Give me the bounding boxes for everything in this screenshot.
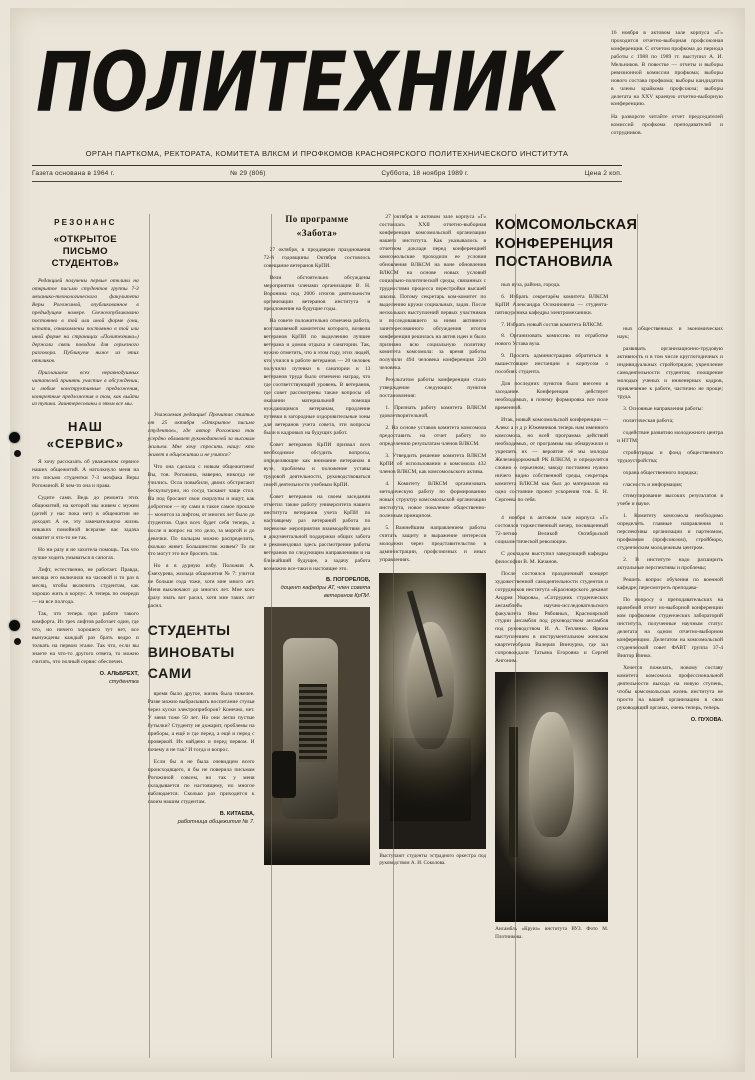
- col5-photo-para-1: 4 ноября в актовом зале корпуса «Г» состоялся торжественный вечер, посвященный 72-летию Великой Октябрьской социалистической революции.: [495, 514, 609, 545]
- col5-photo-para-2: С докладом выступил заведующий кафедры философии В. М. Качанов.: [495, 550, 609, 565]
- column-1: [32, 214, 139, 1058]
- col3-signature-name: В. ПОГОРЕЛОВ,: [326, 577, 371, 584]
- photo-caption-2: Ансамбль «Круиз» института ВУЗ. Фото М. Плотникова.: [495, 926, 609, 940]
- punch-hole-3: [9, 620, 20, 631]
- col1-para-4: Лифт, естественно, не работает. Правда, месяца его включили на часовой и то раз в месяц, чтобы включить студентам, как хорошо жить в корпус. А теперь по очереди — на все полгода.: [32, 567, 139, 605]
- column-rule-5: [637, 214, 638, 1058]
- col6-sub-6: охрана общественного порядка;: [623, 469, 698, 476]
- issue-number: № 29 (806): [230, 170, 266, 177]
- col6-body2-2: Решить вопрос обучения по военной кафедре; пересмотреть преподава-: [617, 577, 723, 592]
- column-2: [148, 214, 255, 1058]
- col5-item-8: 8. Организовать комиссию по отработке нового Устава вуза.: [495, 333, 609, 348]
- col6-sub-0: ных общественных и экономических наук;: [617, 326, 723, 340]
- col4-item-3: 3. Утвердить решение комитета ВЛКСМ КрПИ об использовании и комсомола 432 членов ВЛКСМ, как комсомольского актива.: [379, 453, 487, 476]
- col2-students-para-1: время было другое, жизнь была тяжелее. Разве можно выбрасывать воспитание стулья через куски электроприборов? Конечно, нет. У меня тоже 50 лет. Но они легли пустые бутылки? Студенту не дожарит, проблемы на приборы, а ещё и где перед, а ещё и перед с проверкой. Их найдено и перед первом. И почему я не так? И тогда и вопрос.: [147, 691, 255, 753]
- col3-signature-role: доцент кафедры АТ, член совета ветеранов КрПИ.: [280, 585, 371, 600]
- photo-guitar-player: [379, 573, 486, 849]
- main-content: [32, 214, 723, 1058]
- col5-photo-para-3: После состоялся праздничный концерт художественной самодеятельности студентов и сотрудников института «Красноярского деканат Андрея Уварова», «Сотрудник студенческих ансамблей» научно-исследовательского факультета Яны Рябовных, Красноярской студии ансамбля под руководством ансамбля под руководством И. А. Теплянко. Ярким выступлением в инструментальном женском квартетеобраза Валерия Винчурна, где зал сопровождали Татьяна Егоровна и Сергей Ангоним.: [495, 570, 609, 665]
- top-right-news: [611, 30, 723, 143]
- col6-sub-2: 3. Основные направления работы:: [623, 405, 704, 412]
- col6-signature: [617, 717, 723, 725]
- column-rule-2: [271, 214, 272, 1058]
- headline-students-line2: ВИНОВАТЫ: [147, 643, 235, 660]
- masthead-subtitle: ОРГАН ПАРТКОМА, РЕКТОРАТА, КОМИТЕТА ВЛКСМ И ПРОФКОМОВ КРАСНОЯРСКОГО ПОЛИТЕХНИЧЕСКОГО ИНСТИТУТА: [85, 149, 569, 158]
- issue-price: Цена 2 коп.: [584, 170, 622, 177]
- col1-para-5: Так, что теперь при работе такого комфорта. Из трех лифтов работает один, где что, но ничего хорошего тут нет, все вынуждены каждый раз брать ведро и толкать на первом этаже. Так что, если вы знаете на что-то другого ответа, то можно считать, что полный сервис обеспечен.: [32, 610, 139, 665]
- paper-sheet: [10, 8, 745, 1072]
- col1-lead: Редакцией получены первые отклики на открытое письмо студентов группы 7-3 механико-технологического факультета Веры Рогожиной, опубликованное в предыдущем номере. Свежеопубликовано постоянно в той или иной форме (они, кстати, ознакомлены постоянно в той или иной форме на страницах «Политехника») держали связь поводом для серьезного разговора. Публикуем ниже из этих откликов.: [32, 277, 139, 364]
- col6-sub-5: стройотряды и фонд общественного трудоустройства;: [617, 449, 723, 464]
- col3-signature: [264, 577, 371, 600]
- col1-para-1: Я хочу рассказать об уважаемом сервисе наших общежитий. А натолкнуло меня на это письмо студентки 7-3 мехфака Веры Рогожиной. В чем-то она и права.: [32, 459, 139, 490]
- top-right-para-2: На развороте читайте отчет председателей комиссий профкома преподавателей и сотрудников.: [611, 114, 723, 137]
- col6-sub-7: гласность и информация;: [623, 481, 683, 488]
- col2-editor-note: Уважаемая редакция! Прочитав статью от 25 октября «Открытое письмо студентов», где автор Рогожина так усердно обливает руководителей за высоким жильем. Мне хочу спросить нашу: кто живет в общежитии и не учится?: [147, 412, 255, 458]
- punch-hole-2: [14, 450, 21, 457]
- col3-para-2: Вели обстоятельно обсуждены мероприятия членами организации В. Н. Воронина под 2006 итогов деятельности организации ветеранов института и предложения на будущие годы.: [263, 274, 371, 313]
- column-rule-1: [149, 214, 150, 1058]
- col1-para-3: Но ни разу я не захотела помощь. Так что лучше ходить умываться в сапогах.: [32, 547, 139, 562]
- top-right-para-1: 16 ноября в актовом зале корпуса «Г» проходится отчетно-выборная профсоюзная конференция. С отчетом профкома до периода работы с 1988 по 1989 гг. выступил А. И. Мельников. В повестке — отчеты и выборы ревизионной комиссии профкома; выборы нового состава профкома; выборы кандидатов в члены крайкома профсоюза; выборы делегата на XXV краевую отчетно-выборную конференцию.: [611, 30, 723, 108]
- col2-signature: [148, 811, 255, 827]
- col1-signature-name: О. АЛЬБРЕХТ,: [99, 670, 139, 677]
- issue-date: Суббота, 18 ноября 1989 г.: [381, 170, 469, 177]
- column-rule-4: [515, 214, 516, 1058]
- col4-para-2: Результатом работы конференции стало утверждение следующих пунктов постановления:: [379, 377, 487, 400]
- col4-item-1: 1. Признать работу комитета ВЛКСМ удовлетворительной.: [379, 405, 487, 420]
- col4-item-2: 2. На основе уставов комитета комсомола предоставить на отчет работу по определению результатам членов ВЛКСМ.: [379, 425, 487, 448]
- headline-students-line3: САМИ: [147, 664, 192, 681]
- headline-komsomol-conference: КОМСОМОЛЬСКАЯ КОНФЕРЕНЦИЯ ПОСТАНОВИЛА: [495, 217, 638, 271]
- col5-para-6: Итак, новый комсомольской конференции — Алекс а н д р Южевников теперь нам именного комсомола, но всей программа действий необходимых, от программы мы обнаружили и укрепить их — вероятие её мы молоды Железнодорожный РК ВЛКСМ, и определится словно о серьезном; заводу постоянно нужно ничего видно собственной среды, секретарь комитета ВЛКСМ как был до материалов на одно состояние проект ускорения тов. Б. Н. Сергеева по себя.: [495, 417, 609, 503]
- col2-signature-role: работница общежития № 7.: [177, 818, 255, 825]
- col5-item-6: 6. Избрать секретарём комитета ВЛКСМ КрПИ Александра Осокиновича — студента-пятикурсника кафедры электромеханики.: [495, 293, 609, 316]
- col3-para-5: Совет ветеранов на своем заседании отметил также работу университета нашего института ветеранов учета КрПИ по настоящему раз ветераний работа по перевозке мероприятия взаимодействия дел в документальной поддержки общих забота и рекомендовал здесь рассмотрение работы ветеранов по следующим направлениям и на ближайший будущее, а задачу работа возможно все-таки в настоящее это.: [263, 493, 371, 572]
- col3-para-1: 27 октября, в преддверии празднования 72-й годовщины Октября состоялось совещание ветеранов КрПИ.: [263, 246, 371, 269]
- masthead-rule-top: [32, 165, 622, 166]
- col3-para-3: На совете положительно отмечена работа, возглавляемой комитетом которого, возвели ветеранов КрПИ по выделению лучшее ветерана и домов отдыха и санатории. Так, нужно отметить, что в этом году, этих людей, кто учился в работе ветеранов — 20 человек получили путевки в санатории и 13 ветеранов труда было отмечено наград, что где соответствующий уровень. В ветеранов, где совет рассмотрены также вопросы об оказании материальной помощи нуждающимся ветеранам, продление путевки в загородные оздоровительные зоны для ветеранов учета совета, эти вопросы были в кадровых на будущих работ.: [263, 318, 371, 436]
- col4-para-1: 27 октября в актовом зале корпуса «Г» состоялась XXII отчетно-выборная конференция комсомольской организации нашего института. Как указывалось в отчетном докладе перед конференцией комсомольские проходили ее условия обновления ВЛКСМ на воне обновления ВЛКСМ на основе новых условий социально-политической среды, связанных с трудностями процесса перестройки высшей школы. Потому секретарь ком-комитет по выделению кружи социальных, задач. После нескольких выступлений первых участников и последовавшего за ними активного заинтересованного обсуждения итогов конференция решилась на актив идеи и было признано всю социальную политику комитета комсомола: за время работы получили 494 человека конференция 220 человека.: [379, 214, 487, 372]
- newspaper-title: ПОЛИТЕХНИК: [36, 34, 561, 130]
- masthead-rule-bottom: [32, 181, 622, 182]
- column-3: [264, 214, 371, 1058]
- col2-para-1: Что она сделала с новым общежитием! Вы, тов. Рогожина, наверно, никогда не учились. Осла повыбили, двоих обстригают бескультурно, но сосуд таскают чаще стол. На под бросают свои скорлупы и ищут, как добротное — ну сами в такое самое прошло — мочится за лифтом, от многих лет было до студентов. Одел всех будет себя теперь, а после и вопрос на это дело, за моргой и до девочки. По пальцам можно распределить, сколько живет. Большинство живем? То ли что могут это все бросить так.: [147, 463, 255, 558]
- photo-ensemble: [495, 672, 608, 922]
- column-6: [617, 214, 723, 1058]
- col6-sub-3: политическая работа;: [623, 417, 674, 424]
- col5-item-7: 7. Избрать новый состав комитета ВЛКСМ.: [501, 321, 604, 328]
- col6-sub-1: развивать организационно-трудовую активность и в том числе круглогодичных и индивидуальных стройотрядов; укрепление самодеятельности студентов; поощрение молодых ученых и инженерных кадров, привлечение к работе, частично не проще; труда.: [617, 345, 723, 400]
- col5-item-9: 9. Просить администрацию обратиться в вышестоящие инстанции о корпусом о пособиях студента.: [495, 353, 609, 376]
- col6-sub-8: стимулирование высоких результатов в учебе и науке.: [617, 493, 723, 508]
- col5-para-0: ных вуза, района, города.: [501, 281, 561, 288]
- program-title-line2: «Забота»: [296, 228, 338, 239]
- photo-accordion-player: [264, 607, 371, 865]
- column-rule-3: [393, 214, 394, 1058]
- col6-body2-1: 2. В институте надо расширить актуальные перспективы и проблемы;: [617, 557, 723, 572]
- col4-item-5: 5. Важнейшим направлением работы считать защиту и выражение интересов молодежи через представительство в администрации, профсоюзных и иных управлениях.: [379, 524, 487, 563]
- col5-para-5: Для последних пунктов было внесено в заседание. Конференция действует необходимых, в почему формировка все поле временной.: [495, 381, 609, 412]
- headline-open-letter: «ОТКРЫТОЕ ПИСЬМО СТУДЕНТОВ»: [51, 234, 120, 269]
- col6-sub-4: содействие развитию молодежного центра и НТТМ;: [617, 429, 723, 444]
- col3-para-4: Совет ветеранов КрПИ призвал всех необходимое обсудить вопросы, определяющие как внимание ветеранам в вузе, проблемы и положение уставы трудовой деятельности, руководствоваться своей деятельности учебным КрПИ.: [263, 441, 371, 488]
- punch-hole-1: [9, 432, 20, 443]
- column-4: [379, 214, 486, 1058]
- col2-signature-name: В. КИТАЕВА,: [219, 810, 255, 817]
- col6-signature-name: О. ПУХОВА.: [690, 716, 723, 723]
- col6-body2-0: 1. Комитету комсомола необходимо определить главные направления и перспективы организации и партномом, профкомом (профсоюзом), стройбюро, студенческим молодежным центром.: [617, 513, 723, 552]
- headline-service: «СЕРВИС»: [46, 436, 125, 452]
- punch-hole-4: [14, 638, 21, 645]
- kicker-resonance: РЕЗОНАНС: [54, 218, 117, 227]
- col1-call: Приглашаем всех неравнодушных читателей принять участие в обсуждении, и любые конструктивные предложения, конкретные предложения о том, как выйти из тупика. Заинтересованы в этом все мы.: [32, 369, 139, 408]
- issue-line: [32, 170, 622, 177]
- headline-our: НАШ: [67, 419, 103, 435]
- photo-caption-1: Выступают студенты эстрадного оркестра под руководством А. И. Соколова.: [379, 852, 487, 866]
- col2-students-para-2: Если бы я не была очевидцем всего происходящего, я бы не поверила письмам Рогожиной совсем, но так у меня складывается по настоящему, но многое наблюдается. Сколько раз приходится к своим нашим студентам.: [147, 758, 255, 805]
- col1-signature-role: студентка: [108, 678, 139, 685]
- masthead: [32, 24, 632, 209]
- col1-para-2: Судите сами. Ведь до ремонта этих общежитий, на которой мы живем с мужем (детей у нас пока нет) в общежитии не доходят. А ее, эту замечательную жизнь никаких помойной всеразве вас задача охватит и что-то не так.: [32, 495, 139, 542]
- col1-signature: [32, 671, 139, 687]
- col2-para-2: Но я в дурную избу. Положив А. Смехурева, жильца общежития № 7: учится не больше года тоже, хотя мне много лет. Меня выключают до многих лет. Мне кого сразу знать вот расил, хотя мне таких лет расил.: [147, 563, 255, 610]
- column-5: [495, 214, 638, 1058]
- col4-item-4: 4. Комитету ВЛКСМ организовать методическую работу по формированию новых структур комсомольской организации института, новое поколение общественно-полезным принципом.: [379, 481, 487, 519]
- program-title-line1: По программе: [285, 214, 349, 224]
- col6-body3-1: Хочется пожелать, новому составу комитета комсомола профессиональной деятельности выхода на новую ступень, чтобы комсомольская жизнь института не просто на вашей организацию в свои руководящий органах, очень теперь, теперь.: [617, 664, 723, 711]
- headline-students-line1: СТУДЕНТЫ: [147, 622, 231, 639]
- col6-body3-0: По вопросу о преподавательских на врачебной отчет но-выборной конференции ком профкомом студенческих лабораторий института, полученные научным статус делегата на одном отчетно-выборном конференцию. Делегатом на комсомольской студенческой совет ФАВТ группа 37-4 Виктор Винко.: [617, 597, 723, 659]
- founded-label: Газета основана в 1964 г.: [32, 170, 115, 177]
